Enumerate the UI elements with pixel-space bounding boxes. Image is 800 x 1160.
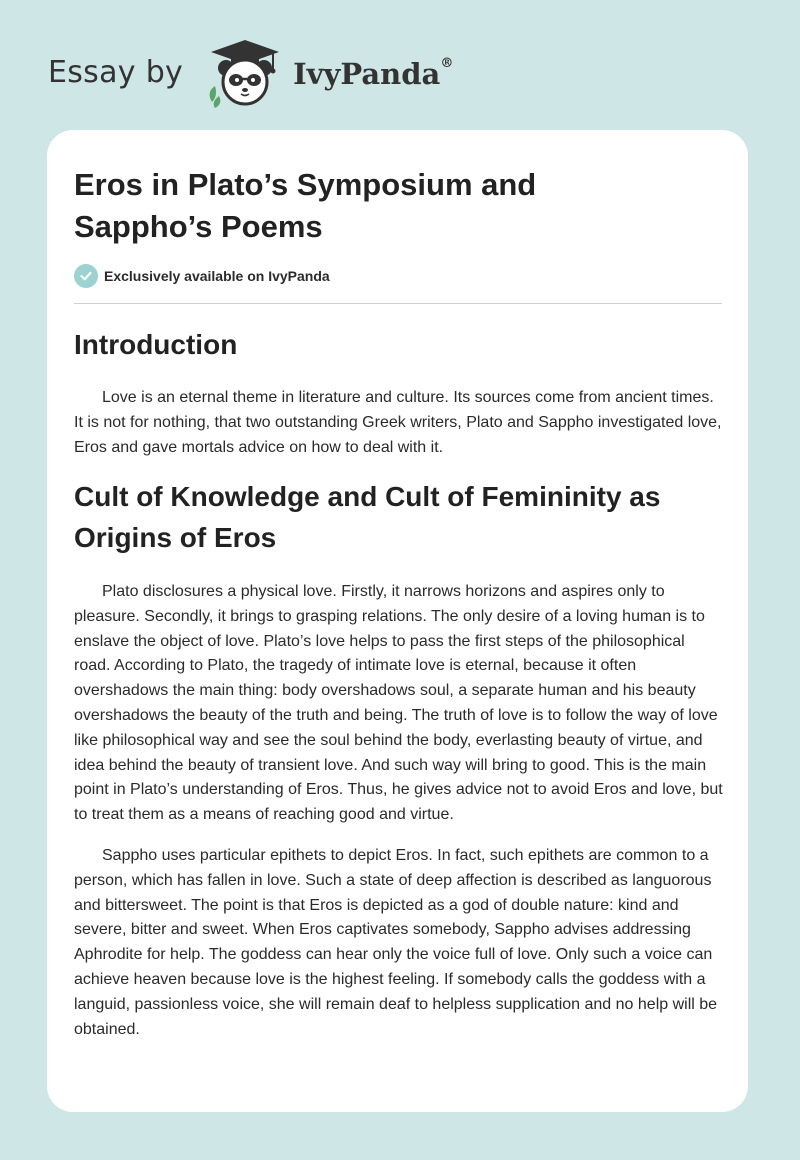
- panda-graduation-cap-icon: [201, 36, 287, 108]
- paragraph: Love is an eternal theme in literature and culture. Its sources come from ancient times. It is not for nothing, that two outstanding Greek writers, Plato and Sappho investigated love, Eros and gave mortals advice on how to deal with it.: [74, 389, 722, 456]
- article-title: Eros in Plato’s Symposium and Sappho’s Poems: [74, 167, 537, 244]
- exclusive-badge-label: Exclusively available on IvyPanda: [104, 268, 330, 284]
- brand-logo[interactable]: [48, 36, 453, 108]
- paragraph: Plato disclosures a physical love. Firstly, it narrows horizons and aspires only to pleasure. Secondly, it brings to grasping relations. The only desire of a loving human is to enslave the object of love. Plato’s love helps to pass the first steps of the philosophical road. According to Plato, the tragedy of intimate love is eternal, because it often overshadows the main thing: body overshadows soul, a separate human and his beauty overshadows the beauty of the truth and being. The truth of love is to follow the way of love like philosophical way and see the soul behind the body, everlasting beauty of virtue, and idea behind the beauty of transient love. And such way will bring to good. This is the main point in Plato’s understanding of Eros. Thus, he gives advice not to avoid Eros and love, but to treat them as a means of reaching good and virtue.: [74, 583, 723, 824]
- registered-mark: ®: [440, 56, 454, 72]
- article-card: [47, 130, 748, 1112]
- section-heading-introduction: Introduction: [74, 329, 238, 360]
- brand-name-text: IvyPanda: [293, 57, 441, 91]
- title-divider: [74, 303, 722, 304]
- exclusive-badge: [74, 264, 330, 288]
- section-heading-cult: Cult of Knowledge and Cult of Femininity as Origins of Eros: [74, 481, 661, 553]
- paragraph: Sappho uses particular epithets to depict Eros. In fact, such epithets are common to a person, which has fallen in love. Such a state of deep affection is described as languorous and bittersweet. The point is that Eros is depicted as a god of double nature: kind and severe, bitter and sweet. When Eros captivates somebody, Sappho advises addressing Aphrodite for help. The goddess can hear only the voice full of love. Only such a voice can achieve heaven because love is the highest feeling. If somebody calls the goddess with a languid, passionless voice, she will remain deaf to helpless supplication and no help will be obtained.: [74, 847, 718, 1038]
- brand-name: [293, 57, 453, 91]
- check-circle-icon: [74, 264, 98, 288]
- brand-prefix: Essay by: [48, 54, 184, 90]
